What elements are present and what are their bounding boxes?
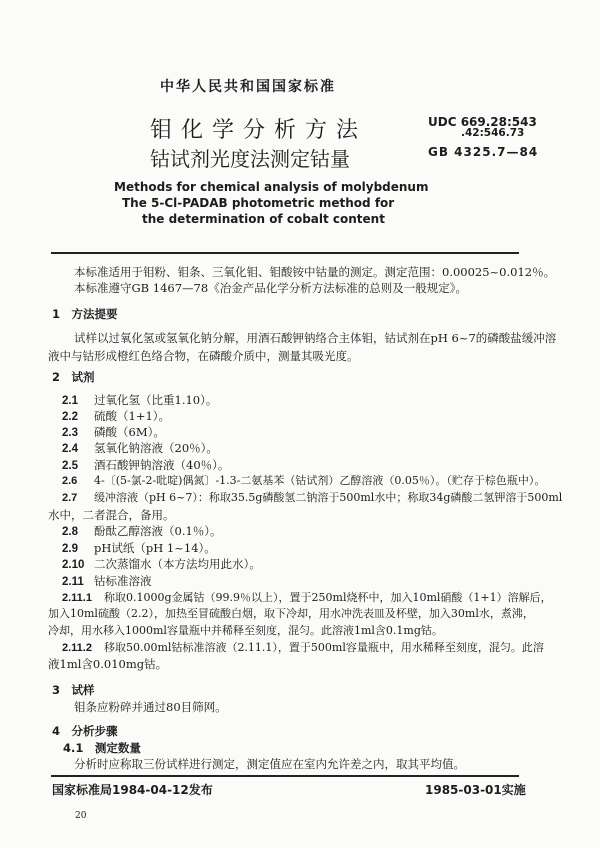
reagent-item: 2.11.2 移取50.00ml钴标准溶液（2.11.1），置于500ml容量瓶中，用水稀释至刻度，混匀。此溶 [62, 641, 544, 654]
english-title-line2: The 5-Cl-PADAB photometric method for [122, 196, 395, 210]
reagent-item: 2.4 氢氧化钠溶液（20％）。 [62, 441, 218, 455]
reagent-item-continuation: 冷却，用水移入1000ml容量瓶中并稀释至刻度，混匀。此溶液1ml含0.1mg钴。 [48, 624, 443, 637]
section-4-heading: 4 分析步骤 [52, 724, 118, 738]
section-3-heading: 3 试样 [52, 683, 95, 697]
section-4-1-heading: 4.1 测定数量 [63, 741, 141, 755]
english-title-line1: Methods for chemical analysis of molybdenum [114, 180, 429, 194]
page-number: 20 [75, 811, 87, 821]
reagent-item: 2.8 酚酞乙醇溶液（0.1％）。 [62, 524, 222, 538]
gb-code: GB 4325.7—84 [428, 145, 539, 159]
intro-scope: 本标准适用于钼粉、钼条、三氧化钼、钼酸铵中钴量的测定。测定范围：0.00025~0.012％。 [74, 265, 556, 279]
national-standard-label: 中华人民共和国国家标准 [160, 79, 336, 95]
reagent-item-continuation: 水中，二者混合，备用。 [48, 508, 175, 522]
footer-rule [51, 775, 519, 777]
reagent-item: 2.9 pH试纸（pH 1~14）。 [62, 541, 216, 555]
reagent-item: 2.11 钴标准溶液 [62, 574, 152, 588]
reagent-item: 2.1 过氧化氢（比重1.10）。 [62, 393, 218, 407]
english-title-line3: the determination of cobalt content [142, 212, 385, 226]
reagent-item-continuation: 加入10ml硫酸（2.2），加热至冒硫酸白烟，取下冷却，用水冲洗表皿及杯壁，加入30ml水，煮沸， [48, 607, 534, 620]
section-1-text: 试样以过氧化氢或氢氧化钠分解，用酒石酸钾钠络合主体钼，钴试剂在pH 6~7的磷酸盐缓冲溶 [74, 331, 557, 345]
intro-compliance: 本标准遵守GB 1467—78《冶金产品化学分析方法标准的总则及一般规定》。 [74, 281, 467, 295]
title-chinese-line1: 钼化学分析方法 [150, 118, 368, 143]
header-rule [51, 252, 519, 254]
section-1-text: 液中与钴形成橙红色络合物，在磷酸介质中，测量其吸光度。 [48, 349, 359, 363]
reagent-item: 2.10 二次蒸馏水（本方法均用此水）。 [62, 557, 261, 571]
udc-code-line2: .42:546.73 [461, 127, 525, 139]
issue-date: 国家标准局1984-04-12发布 [52, 783, 213, 797]
section-4-1-text: 分析时应称取三份试样进行测定，测定值应在室内允许差之内，取其平均值。 [74, 757, 465, 771]
reagent-item: 2.3 磷酸（6M）。 [62, 425, 165, 439]
reagent-item: 2.11.1 称取0.1000g金属钴（99.9％以上），置于250ml烧杯中，加入10ml硝酸（1+1）溶解后， [62, 591, 552, 604]
reagent-item: 2.7 缓冲溶液（pH 6~7）：称取35.5g磷酸氢二钠溶于500ml水中；称取34g磷酸二氢钾溶于500ml [62, 491, 563, 504]
section-1-heading: 1 方法提要 [52, 307, 118, 321]
section-3-text: 钼条应粉碎并通过80目筛网。 [74, 700, 227, 714]
title-chinese-line2: 钴试剂光度法测定钴量 [150, 147, 350, 171]
reagent-item: 2.5 酒石酸钾钠溶液（40％）。 [62, 458, 230, 472]
reagent-item-continuation: 液1ml含0.010mg钴。 [48, 657, 168, 671]
section-2-heading: 2 试剂 [52, 370, 95, 384]
effective-date: 1985-03-01实施 [425, 783, 526, 797]
udc-code-line1: UDC 669.28:543 [428, 115, 537, 129]
reagent-item: 2.6 4-〔(5-氯-2-吡啶)偶氮〕-1.3-二氨基苯（钴试剂）乙醇溶液（0.05％）。（贮存于棕色瓶中）。 [62, 474, 546, 487]
reagent-item: 2.2 硫酸（1+1）。 [62, 409, 171, 423]
